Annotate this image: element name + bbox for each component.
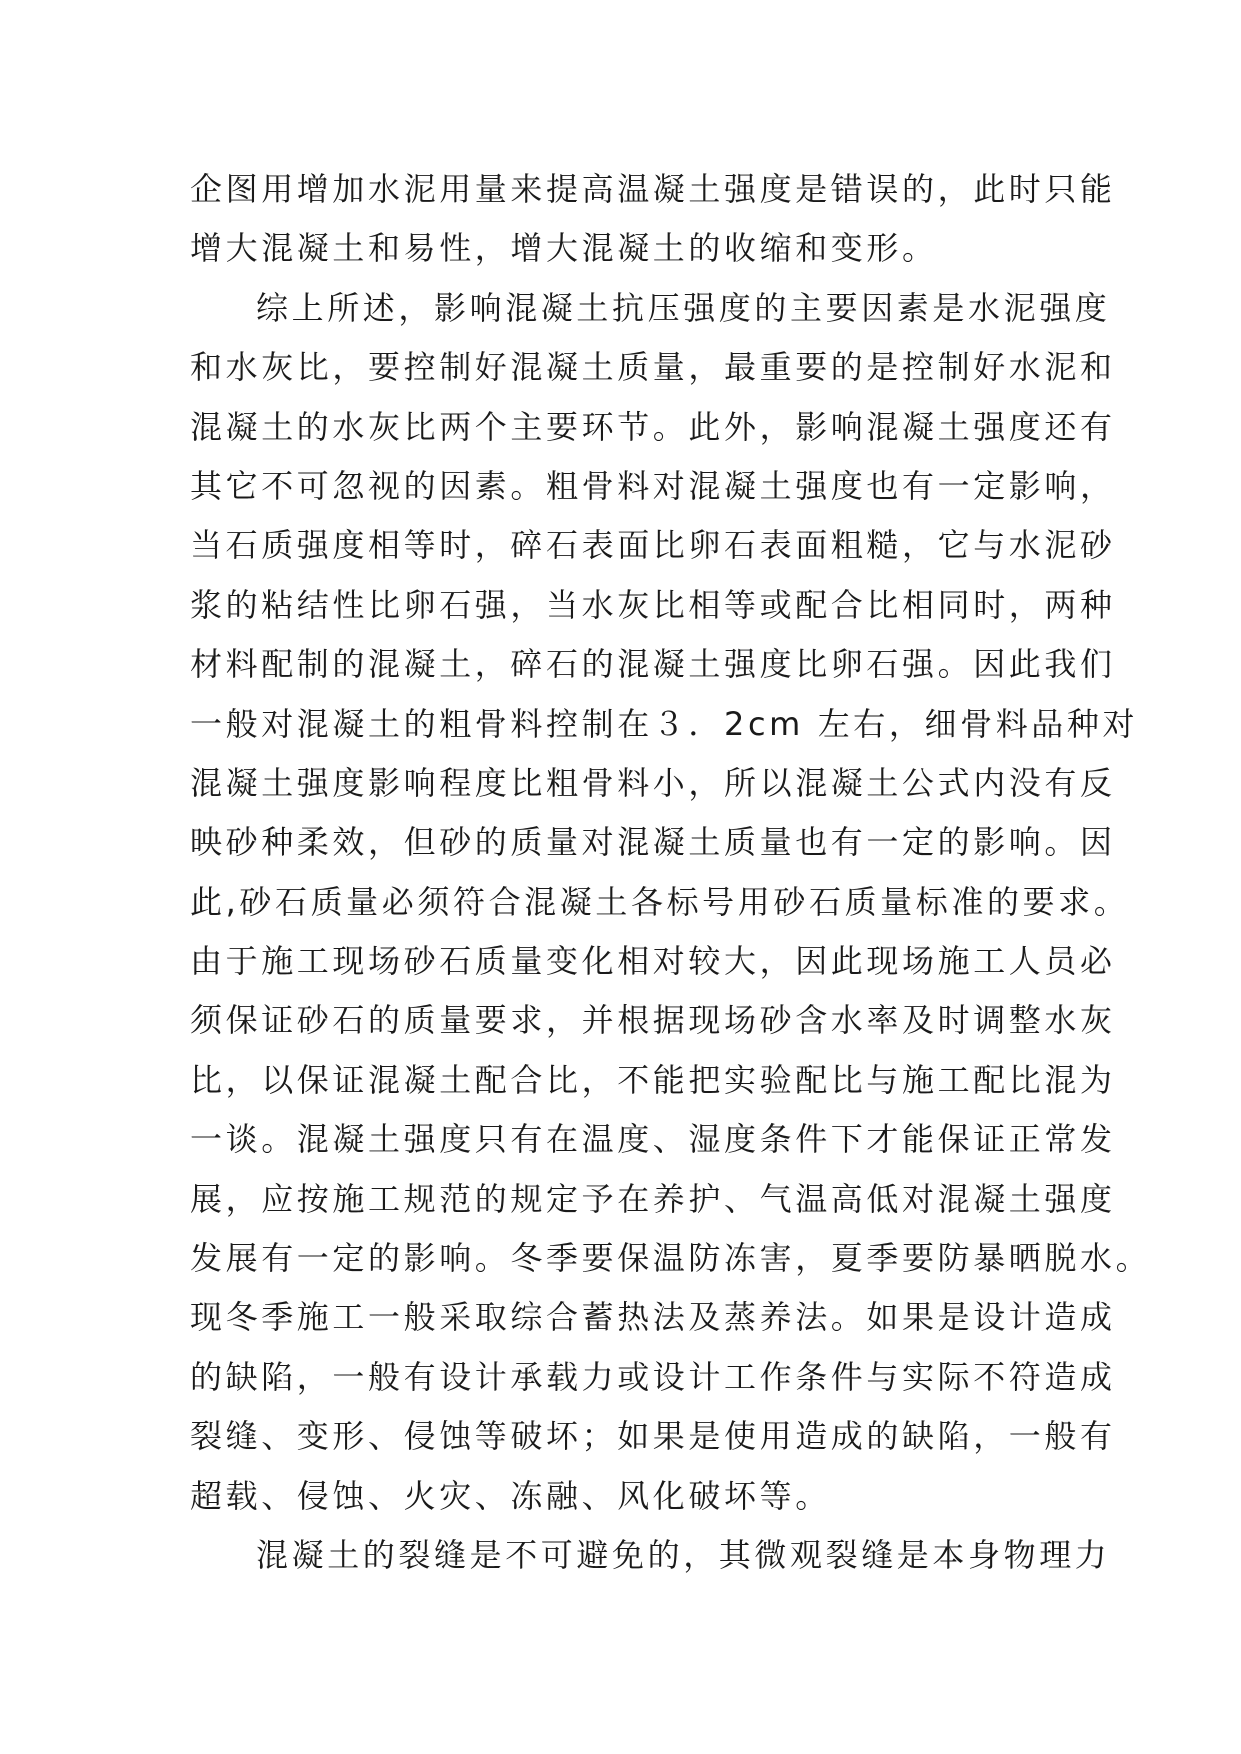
- paragraph-first-line: 综上所述，影响混凝土抗压强度的主要因素是水泥强度: [256, 288, 1111, 327]
- text-line: 其它不可忽视的因素。粗骨料对混凝土强度也有一定影响，: [190, 466, 1116, 505]
- text-line: 超载、侵蚀、火灾、冻融、风化破坏等。: [190, 1476, 831, 1515]
- text-line: 一谈。混凝土强度只有在温度、湿度条件下才能保证正常发: [190, 1120, 1116, 1159]
- text-line: 此,砂石质量必须符合混凝土各标号用砂石质量标准的要求。: [190, 882, 1130, 921]
- text-line: 一般对混凝土的粗骨料控制在３．2cm 左右，细骨料品种对: [190, 704, 1139, 743]
- text-line: 的缺陷，一般有设计承载力或设计工作条件与实际不符造成: [190, 1357, 1116, 1396]
- text-line: 展，应按施工规范的规定予在养护、气温高低对混凝土强度: [190, 1179, 1116, 1218]
- text-line: 现冬季施工一般采取综合蓄热法及蒸养法。如果是设计造成: [190, 1298, 1116, 1337]
- text-line: 由于施工现场砂石质量变化相对较大，因此现场施工人员必: [190, 942, 1116, 981]
- text-line: 混凝土的水灰比两个主要环节。此外，影响混凝土强度还有: [190, 407, 1116, 446]
- text-line: 和水灰比，要控制好混凝土质量，最重要的是控制好水泥和: [190, 348, 1116, 387]
- text-line: 企图用增加水泥用量来提高温凝土强度是错误的，此时只能: [190, 170, 1116, 208]
- text-line: 比，以保证混凝土配合比，不能把实验配比与施工配比混为: [190, 1060, 1116, 1099]
- text-line: 发展有一定的影响。冬季要保温防冻害，夏季要防暴晒脱水。: [190, 1239, 1152, 1278]
- text-line: 映砂种柔效，但砂的质量对混凝土质量也有一定的影响。因: [190, 823, 1116, 862]
- text-line: 当石质强度相等时，碎石表面比卵石表面粗糙，它与水泥砂: [190, 526, 1116, 565]
- paragraph-first-line: 混凝土的裂缝是不可避免的，其微观裂缝是本身物理力: [256, 1535, 1111, 1574]
- text-line: 须保证砂石的质量要求，并根据现场砂含水率及时调整水灰: [190, 1001, 1116, 1040]
- body-text: [190, 160, 1152, 1585]
- text-line: 材料配制的混凝土，碎石的混凝土强度比卵石强。因此我们: [190, 645, 1116, 684]
- text-line: 增大混凝土和易性，增大混凝土的收缩和变形。: [190, 229, 938, 268]
- text-line: 混凝土强度影响程度比粗骨料小，所以混凝土公式内没有反: [190, 763, 1116, 802]
- text-line: 裂缝、变形、侵蚀等破坏；如果是使用造成的缺陷，一般有: [190, 1417, 1116, 1456]
- text-line: 浆的粘结性比卵石强，当水灰比相等或配合比相同时，两种: [190, 585, 1116, 624]
